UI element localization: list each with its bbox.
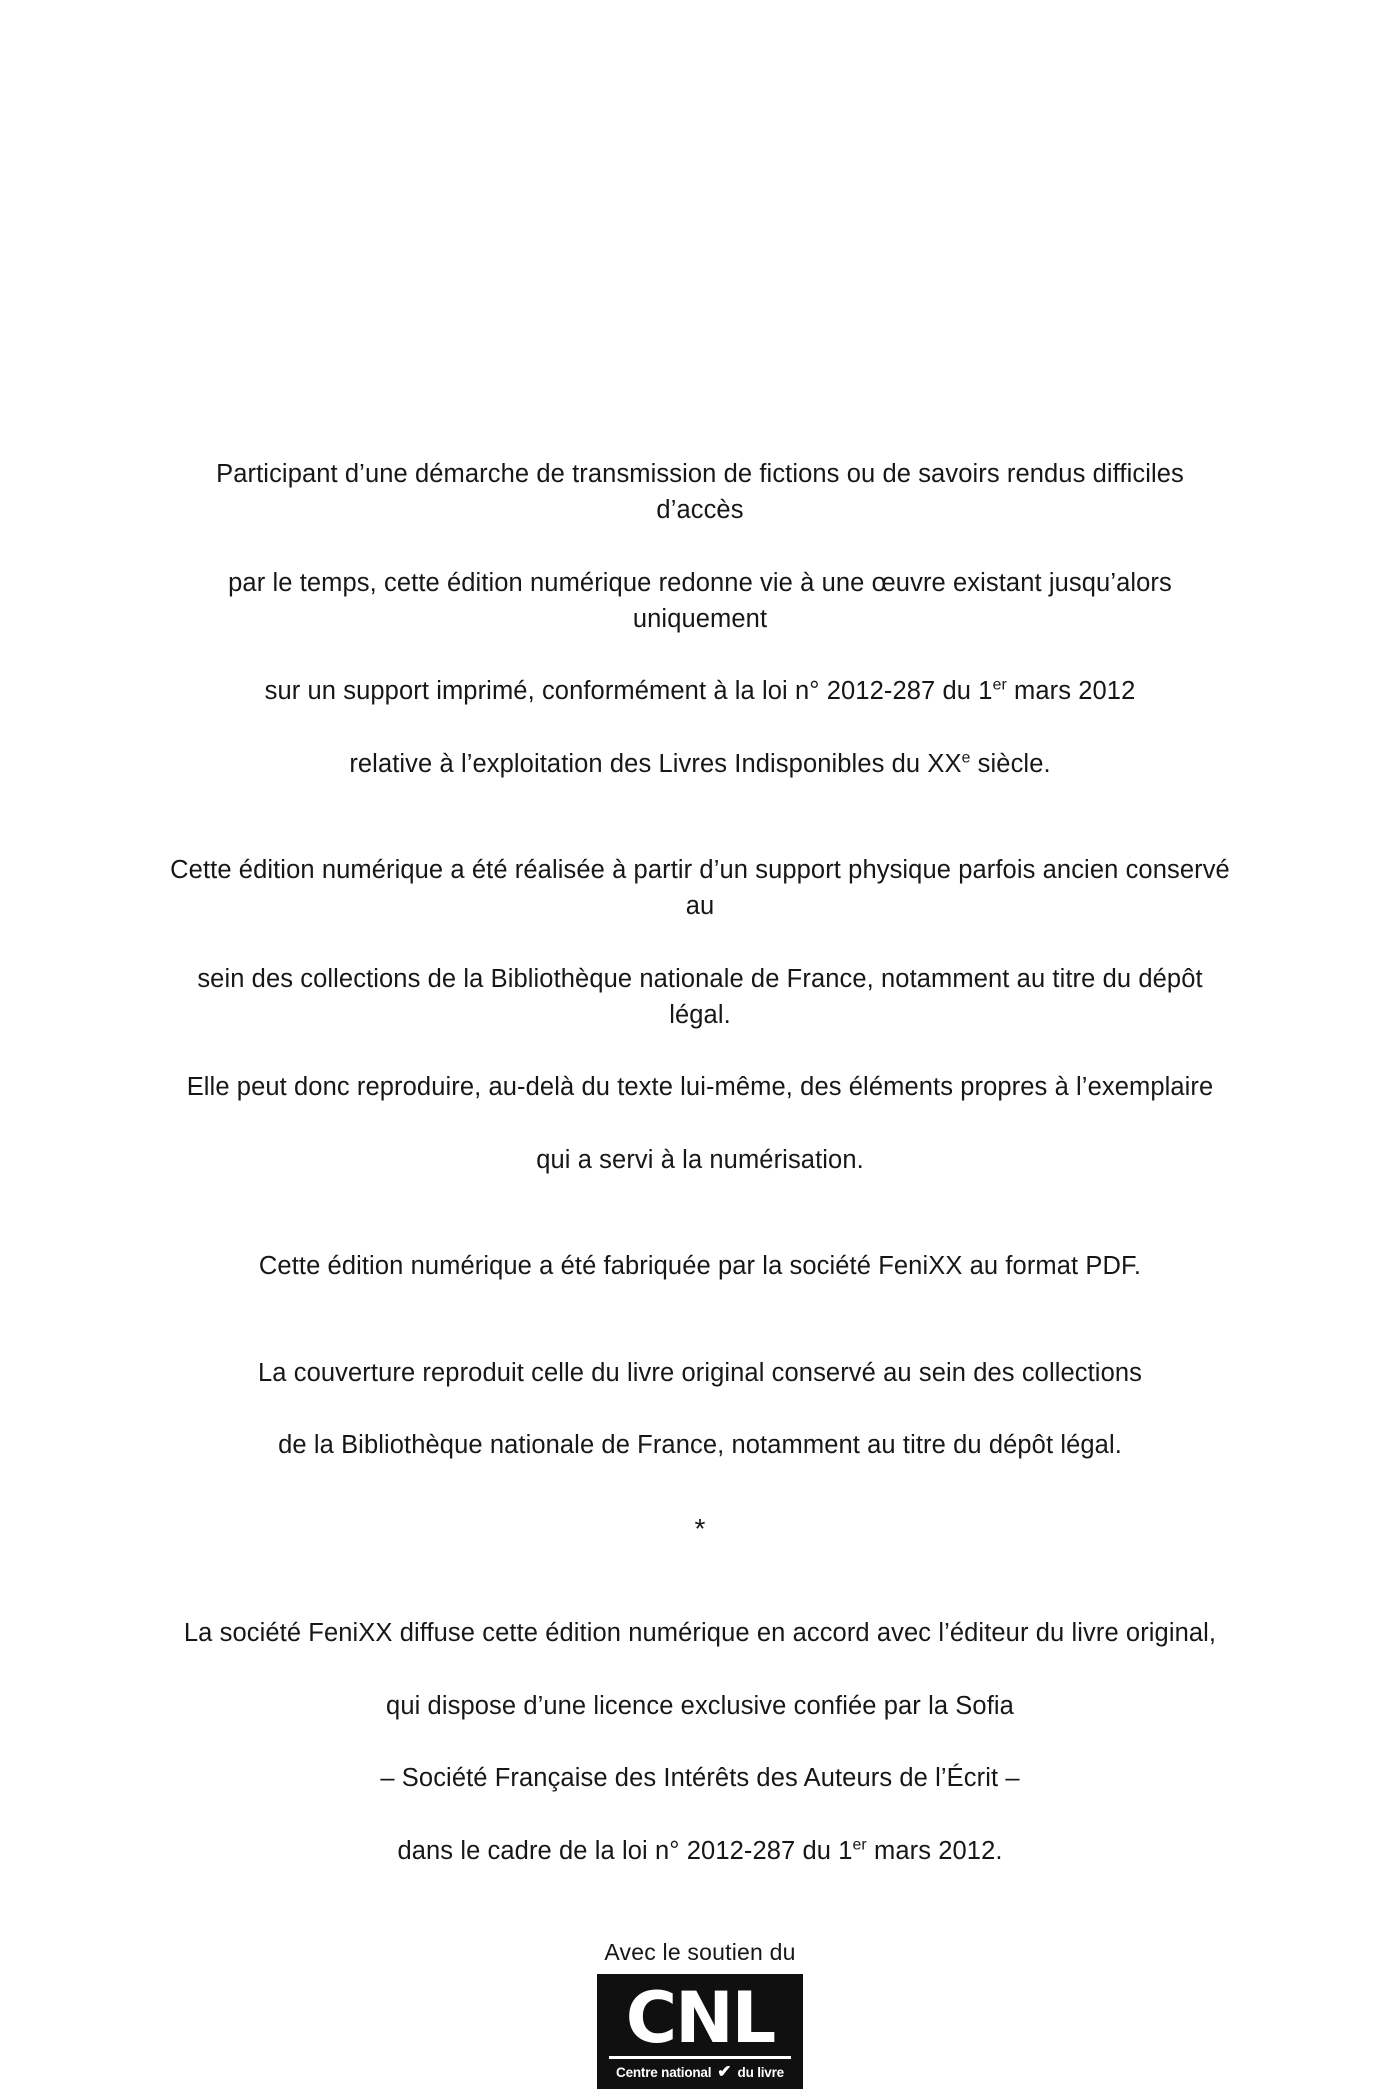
line-2: par le temps, cette édition numérique redonne vie à une œuvre existant jusqu’alors uniquement: [228, 568, 1172, 634]
paragraph-source-notice: [170, 816, 1230, 1178]
paragraph-cover-notice: [258, 1318, 1142, 1463]
line-3: – Société Française des Intérêts des Auteurs de l’Écrit –: [380, 1764, 1020, 1793]
cnl-tagline-left: Centre national: [616, 2065, 712, 2081]
line-4: qui a servi à la numérisation.: [536, 1145, 864, 1174]
paragraph-license-notice: [184, 1579, 1216, 1869]
line-4: relative à l’exploitation des Livres Indisponibles du XXe siècle.: [349, 749, 1051, 778]
ordinal-suffix-e: e: [961, 749, 971, 767]
ordinal-suffix-er: er: [992, 676, 1007, 694]
check-icon: ✔: [717, 2062, 732, 2082]
cnl-logo-letters: CNL: [625, 1976, 775, 2059]
cnl-logo-tagline: [609, 2056, 791, 2081]
paragraph-format-notice: [259, 1212, 1141, 1284]
support-caption: Avec le soutien du: [604, 1938, 796, 1965]
line-2: qui dispose d’une licence exclusive confiée par la Sofia: [386, 1691, 1014, 1720]
line-3: Elle peut donc reproduire, au-delà du texte lui-même, des éléments propres à l’exemplaire: [186, 1073, 1214, 1102]
section-separator: *: [694, 1513, 706, 1545]
line-1: Participant d’une démarche de transmission de fictions ou de savoirs rendus difficiles d’accès: [216, 460, 1184, 525]
cnl-tagline-right: du livre: [737, 2065, 784, 2081]
line-2: sein des collections de la Bibliothèque nationale de France, notamment au titre du dépôt légal.: [197, 964, 1203, 1030]
line-1: La société FeniXX diffuse cette édition numérique en accord avec l’éditeur du livre original,: [183, 1619, 1217, 1648]
support-block: [597, 1939, 803, 2089]
paragraph-transmission-notice: [170, 420, 1230, 782]
cnl-logo: [597, 1974, 803, 2089]
ordinal-suffix-er: er: [852, 1836, 867, 1854]
line-3: sur un support imprimé, conformément à la loi n° 2012-287 du 1er mars 2012: [264, 676, 1136, 706]
line-4: dans le cadre de la loi n° 2012-287 du 1er mars 2012.: [397, 1836, 1003, 1865]
line-1: Cette édition numérique a été réalisée à partir d’un support physique parfois ancien conservé au: [170, 856, 1230, 921]
line-2: de la Bibliothèque nationale de France, notamment au titre du dépôt légal.: [278, 1431, 1122, 1460]
line-1: La couverture reproduit celle du livre original conservé au sein des collections: [258, 1358, 1142, 1387]
line-1: Cette édition numérique a été fabriquée par la société FeniXX au format PDF.: [258, 1252, 1142, 1281]
